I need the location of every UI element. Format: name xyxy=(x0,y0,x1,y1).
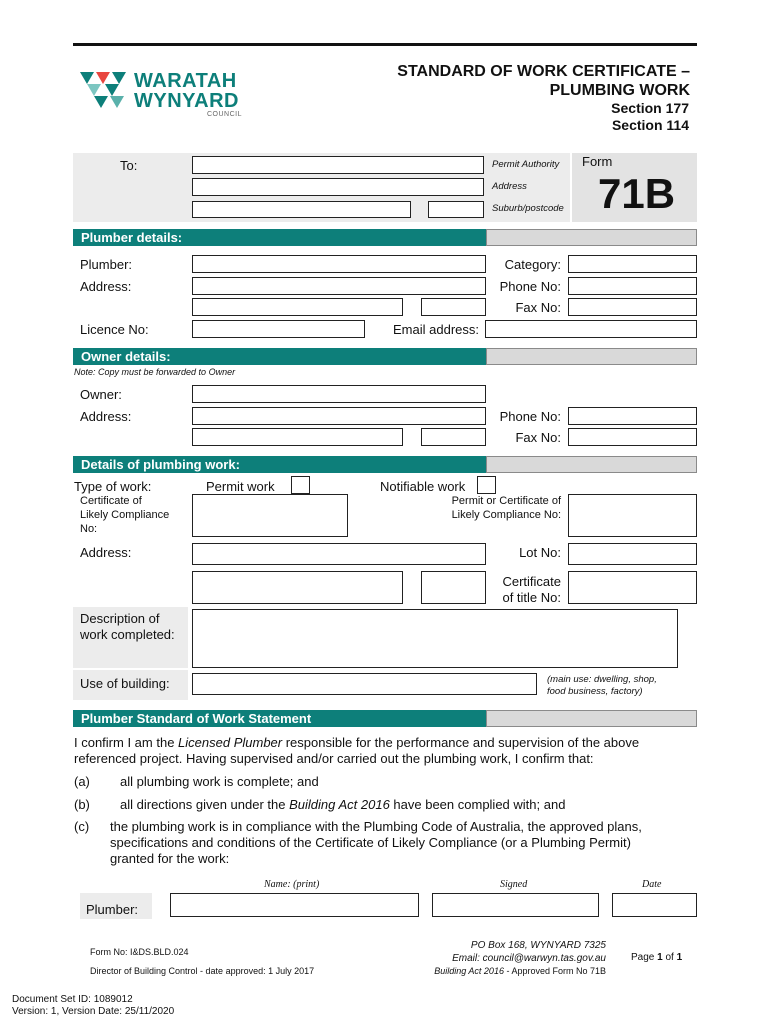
suburb-field-owner[interactable] xyxy=(192,428,403,446)
date-field[interactable] xyxy=(612,893,697,917)
description-label-1: Description of xyxy=(80,611,160,626)
cert-title-label-1: Certificate xyxy=(502,574,561,589)
suburb-field-plumber[interactable] xyxy=(192,298,403,316)
cert-title-label-2: of title No: xyxy=(502,590,561,605)
cert-likely-field[interactable] xyxy=(192,494,348,537)
name-print-header: Name: (print) xyxy=(264,879,320,890)
statement-intro-c: responsible for the performance and supervision of the above xyxy=(282,735,640,750)
phone-label-plumber: Phone No: xyxy=(499,279,561,294)
work-details-header-grey xyxy=(486,456,697,473)
suburb-field-to[interactable] xyxy=(192,201,411,218)
postcode-field-plumber[interactable] xyxy=(421,298,486,316)
plumber-details-header-grey xyxy=(486,229,697,246)
footer-page-total: 1 xyxy=(676,952,683,963)
use-of-building-label: Use of building: xyxy=(80,676,170,691)
item-b-text-b: Building Act 2016 xyxy=(289,797,390,812)
footer-act xyxy=(434,966,606,976)
owner-label: Owner: xyxy=(80,387,122,402)
item-b-text-c: have been complied with; and xyxy=(389,797,566,812)
statement-header xyxy=(73,710,697,727)
item-c-marker: (c) xyxy=(74,819,90,834)
postcode-field-work[interactable] xyxy=(421,571,486,604)
form-number: 71B xyxy=(598,170,676,217)
item-c-line3: granted for the work: xyxy=(110,851,230,866)
postcode-field-owner[interactable] xyxy=(421,428,486,446)
signature-field[interactable] xyxy=(432,893,599,917)
form-label: Form xyxy=(582,154,613,169)
address-field-owner[interactable] xyxy=(192,407,486,425)
doc-set-id: Document Set ID: 1089012 xyxy=(12,994,133,1005)
permit-authority-field[interactable] xyxy=(192,156,484,174)
footer-act-a: Building Act 2016 xyxy=(434,966,504,976)
fax-label-plumber: Fax No: xyxy=(515,300,561,315)
top-rule xyxy=(73,43,697,46)
fax-label-owner: Fax No: xyxy=(515,430,561,445)
address-label-plumber: Address: xyxy=(80,279,132,294)
item-a-text: all plumbing work is complete; and xyxy=(120,774,319,789)
category-field[interactable] xyxy=(568,255,697,273)
use-hint-2: food business, factory) xyxy=(547,686,643,697)
category-label: Category: xyxy=(504,257,561,272)
item-c-line2: specifications and conditions of the Certificate of Likely Compliance (or a Plumbing Permit) xyxy=(110,835,631,850)
address-label-to: Address xyxy=(492,181,527,192)
lot-label: Lot No: xyxy=(519,545,561,560)
phone-field-owner[interactable] xyxy=(568,407,697,425)
owner-details-header xyxy=(73,348,697,365)
logo-text-2: WYNYARD xyxy=(134,90,239,112)
logo-text-3: COUNCIL xyxy=(207,111,243,118)
statement-header-grey xyxy=(486,710,697,727)
email-field[interactable] xyxy=(485,320,697,338)
address-field-to[interactable] xyxy=(192,178,484,196)
permit-or-cert-field[interactable] xyxy=(568,494,697,537)
title-line-2: PLUMBING WORK xyxy=(549,82,690,99)
type-of-work-label: Type of work: xyxy=(74,479,152,494)
owner-details-title: Owner details: xyxy=(73,348,486,365)
footer-email: Email: council@warwyn.tas.gov.au xyxy=(452,953,606,964)
statement-intro xyxy=(74,735,698,767)
statement-title: Plumber Standard of Work Statement xyxy=(73,710,486,727)
item-b-text xyxy=(120,797,565,812)
suburb-field-work[interactable] xyxy=(192,571,403,604)
footer-form-no: Form No: I&DS.BLD.024 xyxy=(90,947,189,957)
licence-field[interactable] xyxy=(192,320,365,338)
notifiable-work-checkbox[interactable] xyxy=(477,476,496,494)
footer-page-a: Page xyxy=(631,952,658,963)
signature-plumber-label: Plumber: xyxy=(86,902,139,917)
address-field-work[interactable] xyxy=(192,543,486,565)
phone-field-plumber[interactable] xyxy=(568,277,697,295)
section-177: Section 177 xyxy=(611,100,689,116)
owner-details-header-grey xyxy=(486,348,697,365)
notifiable-work-label: Notifiable work xyxy=(380,479,466,494)
footer-page xyxy=(631,952,682,963)
permit-authority-label: Permit Authority xyxy=(492,159,560,170)
cert-likely-label-3: No: xyxy=(80,523,98,535)
council-logo-icon xyxy=(80,72,130,110)
cert-likely-label-1: Certificate of xyxy=(80,495,142,507)
description-field[interactable] xyxy=(192,609,678,668)
section-114: Section 114 xyxy=(611,117,689,133)
owner-field[interactable] xyxy=(192,385,486,403)
fax-field-owner[interactable] xyxy=(568,428,697,446)
doc-version: Version: 1, Version Date: 25/11/2020 xyxy=(12,1006,175,1017)
address-label-work: Address: xyxy=(80,545,132,560)
owner-note: Note: Copy must be forwarded to Owner xyxy=(74,367,236,377)
fax-field-plumber[interactable] xyxy=(568,298,697,316)
footer-act-b: - Approved Form No 71B xyxy=(503,966,606,976)
permit-or-cert-label-2: Likely Compliance No: xyxy=(451,509,561,521)
date-header: Date xyxy=(642,879,662,890)
suburb-label-to: Suburb/postcode xyxy=(492,203,564,214)
item-c-line1: the plumbing work is in compliance with the Plumbing Code of Australia, the approved plans, xyxy=(110,819,642,834)
statement-intro-a: I confirm I am the xyxy=(74,735,179,750)
work-details-title: Details of plumbing work: xyxy=(73,456,486,473)
cert-likely-label-2: Likely Compliance xyxy=(80,509,170,521)
item-b-marker: (b) xyxy=(74,797,90,812)
plumber-details-header xyxy=(73,229,697,246)
lot-field[interactable] xyxy=(568,543,697,565)
statement-intro-b: Licensed Plumber xyxy=(178,735,283,750)
name-print-field[interactable] xyxy=(170,893,419,917)
logo-text-1: WARATAH xyxy=(134,70,237,92)
plumber-details-title: Plumber details: xyxy=(73,229,486,246)
item-a-marker: (a) xyxy=(74,774,90,789)
permit-or-cert-label-1: Permit or Certificate of xyxy=(451,495,561,507)
postcode-field-to[interactable] xyxy=(428,201,484,218)
footer-approved: Director of Building Control - date approved: 1 July 2017 xyxy=(90,966,315,976)
item-b-text-a: all directions given under the xyxy=(120,797,290,812)
licence-label: Licence No: xyxy=(80,322,149,337)
to-label: To: xyxy=(120,158,138,173)
address-label-owner: Address: xyxy=(80,409,132,424)
footer-page-num: 1 xyxy=(657,952,663,963)
email-label: Email address: xyxy=(393,322,479,337)
use-of-building-field[interactable] xyxy=(192,673,537,695)
title-line-1: STANDARD OF WORK CERTIFICATE – xyxy=(397,63,690,80)
use-hint-1: (main use: dwelling, shop, xyxy=(547,674,657,685)
permit-work-checkbox[interactable] xyxy=(291,476,310,494)
phone-label-owner: Phone No: xyxy=(499,409,561,424)
footer-page-of: of xyxy=(662,952,677,963)
address-field-plumber[interactable] xyxy=(192,277,486,295)
cert-title-field[interactable] xyxy=(568,571,697,604)
permit-work-label: Permit work xyxy=(206,479,275,494)
description-label-2: work completed: xyxy=(80,627,175,642)
item-c-text xyxy=(110,819,700,867)
signed-header: Signed xyxy=(500,879,528,890)
plumber-label: Plumber: xyxy=(80,257,133,272)
work-details-header xyxy=(73,456,697,473)
plumber-field[interactable] xyxy=(192,255,486,273)
statement-intro-line2: referenced project. Having supervised and/or carried out the plumbing work, I confirm that: xyxy=(74,751,594,766)
footer-po-box: PO Box 168, WYNYARD 7325 xyxy=(470,940,606,951)
